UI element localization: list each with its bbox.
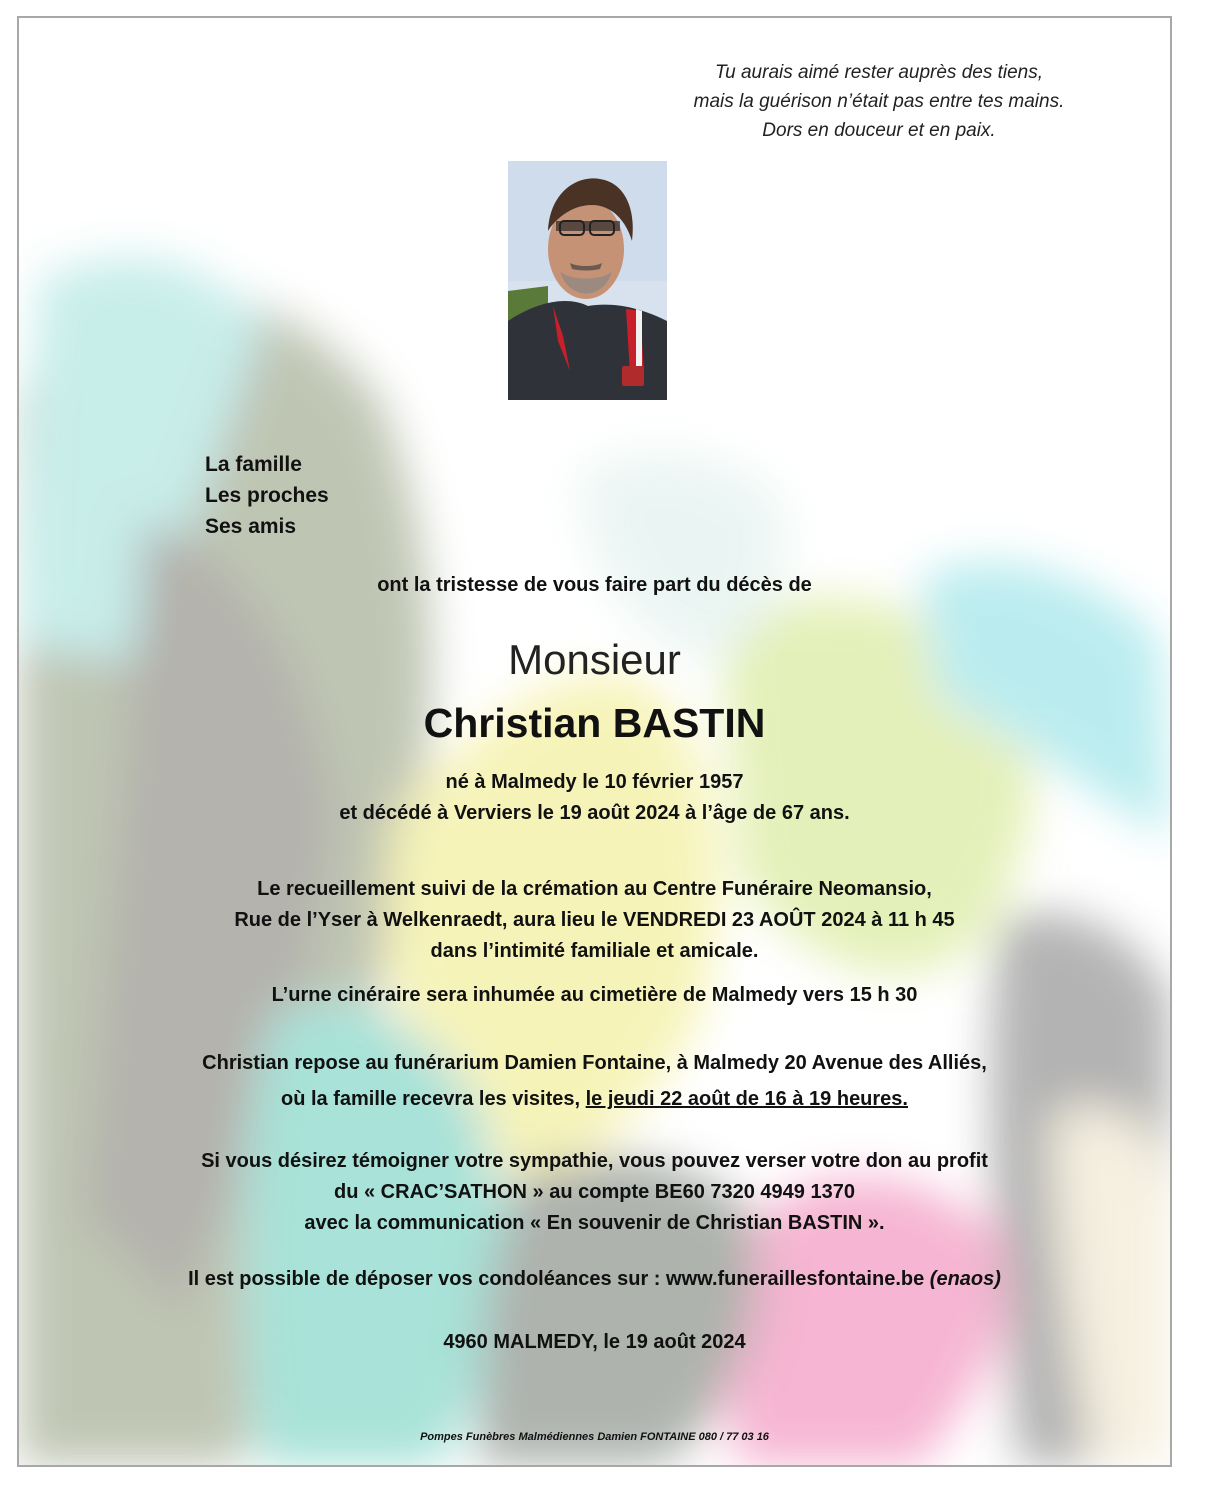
poem-line: Dors en douceur et en paix. — [762, 120, 996, 141]
donation-line: Si vous désirez témoigner votre sympathie, vous pouvez verser votre don au profit — [201, 1150, 988, 1172]
poem-line: Tu aurais aimé rester auprès des tiens, — [714, 62, 1044, 83]
condolences-suffix: (enaos) — [929, 1268, 1001, 1290]
visitation-info — [19, 1045, 1170, 1117]
visitation-line: Christian repose au funérarium Damien Fontaine, à Malmedy 20 Avenue des Alliés, — [202, 1052, 987, 1074]
announcement-text: ont la tristesse de vous faire part du décès de — [377, 574, 812, 596]
condolences-info — [19, 1268, 1170, 1291]
deceased-title: Monsieur — [508, 636, 681, 683]
ceremony-line: Le recueillement suivi de la crémation au Centre Funéraire Neomansio, — [257, 878, 932, 900]
mourner-line: La famille — [205, 453, 302, 476]
deceased-name: Christian BASTIN — [423, 700, 766, 746]
life-dates — [19, 767, 1170, 829]
urn-info: L’urne cinéraire sera inhumée au cimetière de Malmedy vers 15 h 30 — [271, 984, 918, 1006]
visitation-prefix: où la famille recevra les visites, — [281, 1088, 586, 1110]
mourner-line: Ses amis — [205, 515, 297, 538]
obituary-card — [17, 16, 1172, 1467]
donation-line: avec la communication « En souvenir de Christian BASTIN ». — [304, 1212, 885, 1234]
poem-line: mais la guérison n’était pas entre tes mains. — [693, 91, 1065, 112]
mourner-line: Les proches — [205, 484, 329, 507]
visitation-time: le jeudi 22 août de 16 à 19 heures. — [585, 1088, 908, 1110]
ceremony-info — [19, 874, 1170, 967]
place-date: 4960 MALMEDY, le 19 août 2024 — [443, 1331, 746, 1353]
mourners-list — [205, 449, 329, 542]
donation-info — [19, 1146, 1170, 1239]
visitation-line — [19, 1081, 1170, 1117]
death-line: et décédé à Verviers le 19 août 2024 à l’âge de 67 ans. — [339, 802, 850, 824]
condolences-text: Il est possible de déposer vos condoléances sur : www.funeraillesfontaine.be — [188, 1268, 930, 1290]
birth-line: né à Malmedy le 10 février 1957 — [445, 771, 744, 793]
funeral-home-footer: Pompes Funèbres Malmédiennes Damien FONTAINE 080 / 77 03 16 — [420, 1431, 769, 1443]
ceremony-line: dans l’intimité familiale et amicale. — [430, 940, 759, 962]
ceremony-line: Rue de l’Yser à Welkenraedt, aura lieu le VENDREDI 23 AOÛT 2024 à 11 h 45 — [234, 909, 955, 931]
portrait-photo — [508, 161, 667, 400]
donation-line: du « CRAC’SATHON » au compte BE60 7320 4949 1370 — [334, 1181, 855, 1203]
poem — [619, 58, 1139, 145]
